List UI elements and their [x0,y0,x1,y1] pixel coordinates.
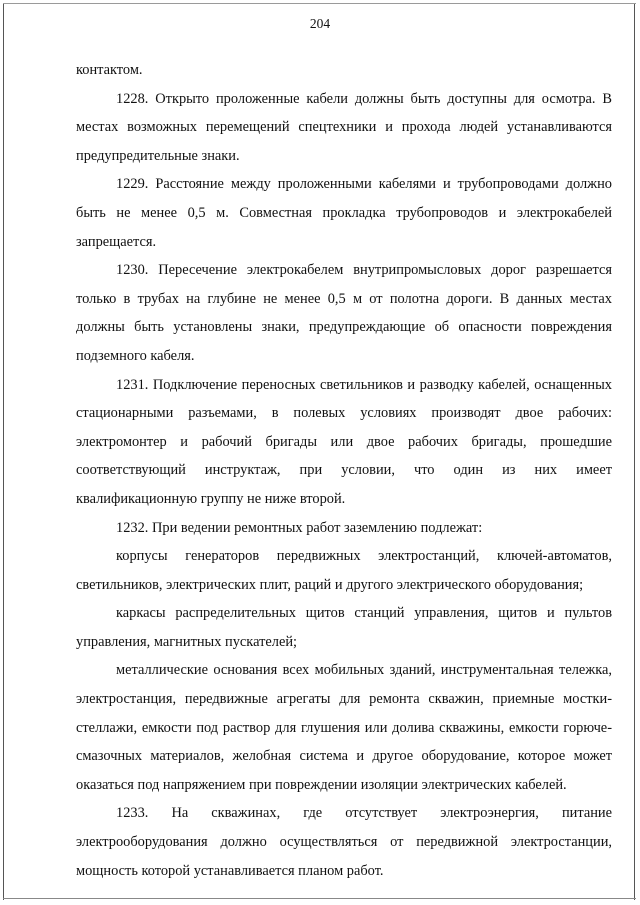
paragraph-continuation: контактом. [76,62,143,78]
paragraph-1230: 1230. Пересечение электрокабелем внутрипромысловых дорог разрешается только в трубах на глубине не менее 0,5 м от полотна дороги. В данных местах должны быть установлены знаки, предупреждающие об опасности повреждения подземного кабеля. [76,262,612,364]
paragraph-1229: 1229. Расстояние между проложенными кабелями и трубопроводами должно быть не менее 0,5 м. Совместная прокладка трубопроводов и электрокабелей запрещается. [76,176,612,250]
paragraph-1233: 1233. На скважинах, где отсутствует электроэнергия, питание электрооборудования должно осуществляться от передвижной электростанции, мощность которой устанавливается планом работ. [76,805,612,879]
frame-bottom-border [3,898,636,899]
paragraph-1228: 1228. Открыто проложенные кабели должны быть доступны для осмотра. В местах возможных перемещений спецтехники и прохода людей устанавливаются предупредительные знаки. [76,90,612,164]
list-item-generators: корпусы генераторов передвижных электростанций, ключей-автоматов, светильников, электрических плит, раций и другого электрического оборудования; [76,548,612,593]
page-number: 204 [309,16,331,31]
document-body [76,56,612,885]
list-item-frames: каркасы распределительных щитов станций управления, щитов и пультов управления, магнитных пускателей; [76,605,612,650]
paragraph-1232: 1232. При ведении ремонтных работ заземлению подлежат: [116,519,483,536]
paragraph-1231: 1231. Подключение переносных светильников и разводку кабелей, оснащенных стационарными разъемами, в полевых условиях производят двое рабочих: электромонтер и рабочий бригады или двое рабочих бригады, прошедшие соответствующий инструктаж, при условии, что один из них имеет квалификационную группу не ниже второй. [76,376,612,507]
frame-top-border [3,3,636,4]
list-item-metal-bases: металлические основания всех мобильных зданий, инструментальная тележка, электростанция, передвижные агрегаты для ремонта скважин, приемные мостки-стеллажи, емкости под раствор для глушения или долива скважины, емкости горюче-смазочных материалов, желобная система и другое оборудование, которое может оказаться под напряжением при повреждении изоляции электрических кабелей. [76,662,612,793]
